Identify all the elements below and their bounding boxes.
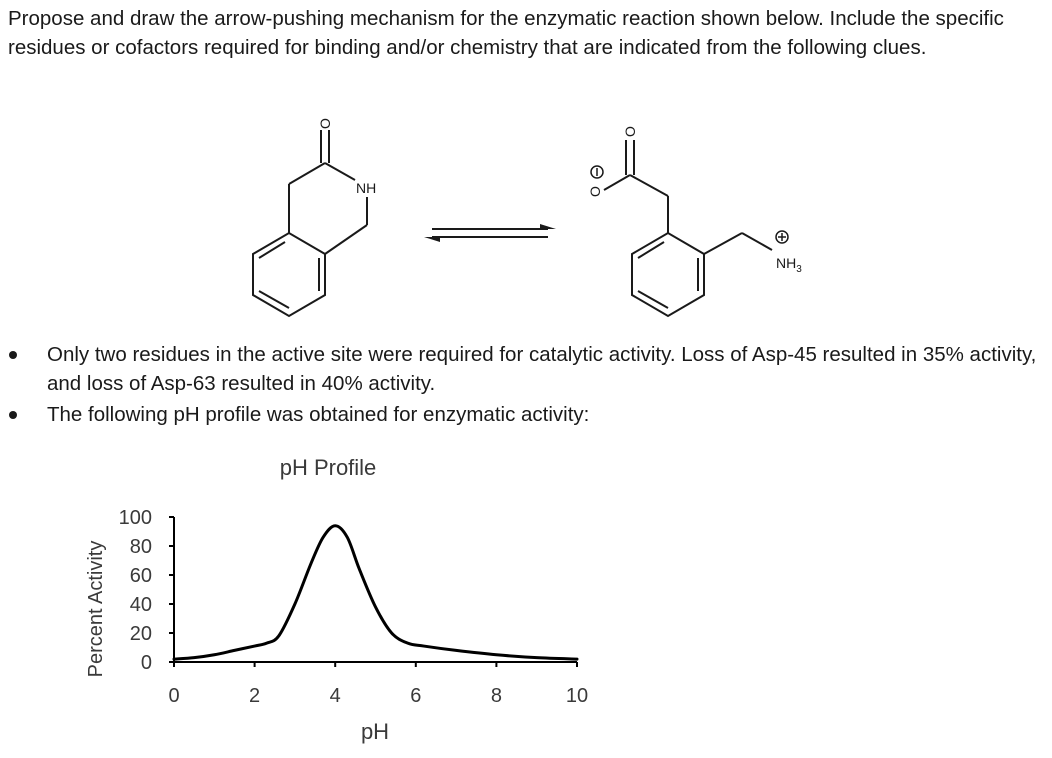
reactant-oxygen: O — [317, 118, 333, 129]
chart-title: pH Profile — [279, 455, 377, 480]
question-intro: Propose and draw the arrow-pushing mechanism for the enzymatic reaction shown below. Include the specific residues or cofactors required for binding and/or chemistry that are indicated from the following clues. — [8, 7, 1004, 59]
x-tick-label: 0 — [168, 685, 180, 707]
equilibrium-arrow — [424, 224, 556, 242]
product-amino-acid — [604, 140, 772, 316]
y-tick-label: 60 — [129, 565, 152, 587]
clue-item — [0, 340, 1052, 398]
activity-curve — [174, 526, 577, 659]
y-tick-label: 20 — [129, 623, 152, 645]
x-axis-label: pH — [360, 719, 390, 744]
clue-text: Only two residues in the active site were required for catalytic activity. Loss of Asp-45 resulted in 35% activity, and loss of Asp-63 resulted in 40% activity. — [47, 343, 1037, 395]
product-positive-charge — [776, 231, 788, 243]
y-tick-label: 40 — [129, 594, 152, 616]
x-tick-label: 6 — [410, 685, 422, 707]
clue-text: The following pH profile was obtained for enzymatic activity: — [47, 403, 590, 426]
reactant-nh-label: NH — [356, 180, 377, 196]
x-ticks — [168, 662, 588, 707]
product-nh3-label: $NH_3$ — [776, 255, 802, 275]
x-tick-label: 8 — [490, 685, 502, 707]
ph-profile-chart — [0, 445, 620, 758]
bullet-icon — [9, 351, 17, 359]
y-ticks — [119, 507, 174, 674]
clue-item — [0, 400, 1052, 429]
reaction-scheme — [0, 100, 1052, 330]
product-carboxylate-oxygen: O — [587, 186, 603, 197]
x-tick-label: 2 — [249, 685, 261, 707]
clue-list — [0, 340, 1052, 429]
y-tick-label: 0 — [140, 652, 152, 674]
bullet-icon — [9, 411, 17, 419]
y-tick-label: 100 — [118, 507, 152, 529]
y-tick-label: 80 — [129, 536, 152, 558]
chart-axes — [174, 517, 577, 662]
y-axis-label: Percent Activity — [85, 540, 107, 678]
x-tick-label: 10 — [565, 685, 589, 707]
x-tick-label: 4 — [329, 685, 341, 707]
reactant-tetrahydroisoquinolinone — [253, 130, 367, 316]
product-negative-charge — [591, 166, 603, 178]
product-carbonyl-oxygen: O — [622, 126, 638, 137]
